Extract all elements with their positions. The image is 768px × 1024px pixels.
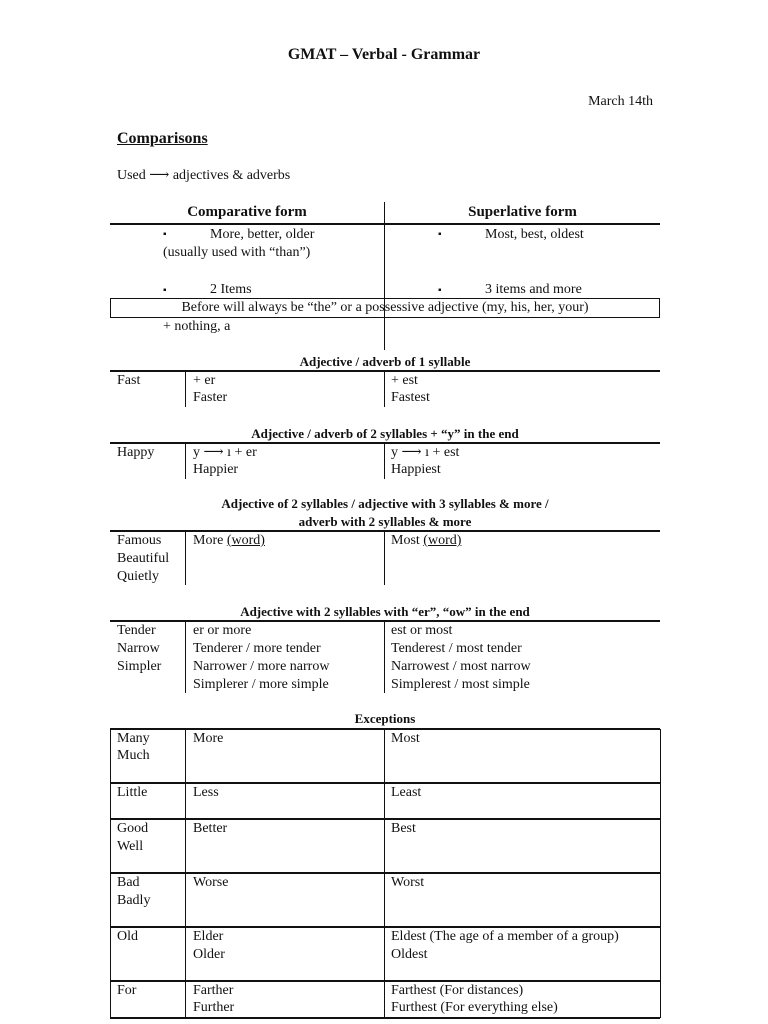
word-cell: Fast [117, 373, 141, 388]
superlative-word: (word) [423, 533, 462, 548]
comparative-cell: Further [193, 1000, 235, 1015]
comparative-word: (word) [226, 533, 265, 548]
word-cell: Quietly [117, 569, 159, 584]
bullet-icon: ▪ [163, 285, 167, 296]
superlative-cell: Least [391, 785, 422, 800]
superlative-cell: Eldest (The age of a member of a group) [391, 929, 619, 944]
comparative-cell [193, 532, 265, 550]
superlative-cell: Tenderest / most tender [391, 641, 522, 656]
comparative-cell: Happier [193, 462, 239, 477]
document-date: March 14th [588, 94, 653, 109]
superlative-cell: + est [391, 373, 418, 388]
word-cell: Simpler [117, 659, 162, 674]
comparative-cell: Farther [193, 983, 234, 998]
word-cell: Many [117, 731, 150, 746]
superlative-cell: Worst [391, 875, 425, 890]
superlative-cell: Furthest (For everything else) [391, 1000, 558, 1015]
superlative-cell: est or most [391, 623, 453, 638]
word-cell: Well [117, 839, 144, 854]
section-title: Exceptions [354, 711, 416, 726]
superlative-item-2: 3 items and more [485, 282, 582, 297]
comparative-cell: Better [193, 821, 228, 836]
superlative-cell: Simplerest / most simple [391, 677, 530, 692]
superlative-cell: y ⟶ ı + est [391, 445, 460, 460]
comparative-after-note: + nothing, a [163, 319, 231, 334]
superlative-cell: Narrowest / most narrow [391, 659, 531, 674]
boxed-note: Before will always be “the” or a possessive adjective (my, his, her, your) [110, 298, 660, 318]
comparative-cell: + er [193, 373, 216, 388]
section-title: Adjective / adverb of 1 syllable [299, 354, 471, 369]
superlative-cell: Farthest (For distances) [391, 983, 524, 998]
document-title: GMAT – Verbal - Grammar [287, 46, 481, 63]
superlative-cell: Best [391, 821, 416, 836]
word-cell: Tender [117, 623, 156, 638]
word-cell: Old [117, 929, 138, 944]
superlative-item-1: Most, best, oldest [485, 227, 584, 242]
section-heading-comparisons: Comparisons [117, 130, 208, 147]
comparative-cell: Narrower / more narrow [193, 659, 330, 674]
comparative-cell: y ⟶ ı + er [193, 445, 257, 460]
word-cell: Little [117, 785, 148, 800]
word-cell: Happy [117, 445, 155, 460]
comparative-cell: Worse [193, 875, 229, 890]
word-cell: Narrow [117, 641, 160, 656]
comparative-cell: More [193, 731, 224, 746]
superlative-cell: Oldest [391, 947, 428, 962]
superlative-cell: Most [391, 731, 420, 746]
superlative-cell [391, 532, 461, 550]
word-cell: Much [117, 748, 150, 763]
superlative-prefix: Most [391, 533, 424, 548]
comparative-header: Comparative form [187, 204, 307, 220]
comparative-prefix: More [193, 533, 227, 548]
comparative-item-2: 2 Items [210, 282, 252, 297]
word-cell: Good [117, 821, 149, 836]
section-title: Adjective of 2 syllables / adjective with 3 syllables & more / [221, 496, 549, 511]
superlative-cell: Happiest [391, 462, 441, 477]
word-cell: Famous [117, 533, 162, 548]
superlative-cell: Fastest [391, 390, 430, 405]
section-title-line-2: adverb with 2 syllables & more [298, 514, 472, 529]
word-cell: For [117, 983, 137, 998]
comparative-cell: Elder [193, 929, 224, 944]
bullet-icon: ▪ [163, 229, 167, 240]
section-title: Adjective with 2 syllables with “er”, “ow” in the end [240, 604, 530, 619]
comparative-cell: Tenderer / more tender [193, 641, 321, 656]
comparative-item-1: More, better, older [210, 227, 315, 242]
comparative-cell: Older [193, 947, 225, 962]
comparative-item-1-note: (usually used with “than”) [163, 245, 311, 260]
bullet-icon: ▪ [438, 229, 442, 240]
comparative-cell: Less [193, 785, 219, 800]
comparative-cell: Faster [193, 390, 228, 405]
bullet-icon: ▪ [438, 285, 442, 296]
usage-note: Used ⟶ adjectives & adverbs [117, 168, 291, 183]
word-cell: Bad [117, 875, 140, 890]
section-title: Adjective / adverb of 2 syllables + “y” in the end [251, 426, 519, 441]
word-cell: Badly [117, 893, 151, 908]
comparative-cell: Simplerer / more simple [193, 677, 329, 692]
superlative-header: Superlative form [468, 204, 577, 220]
word-cell: Beautiful [117, 551, 170, 566]
comparative-cell: er or more [193, 623, 252, 638]
